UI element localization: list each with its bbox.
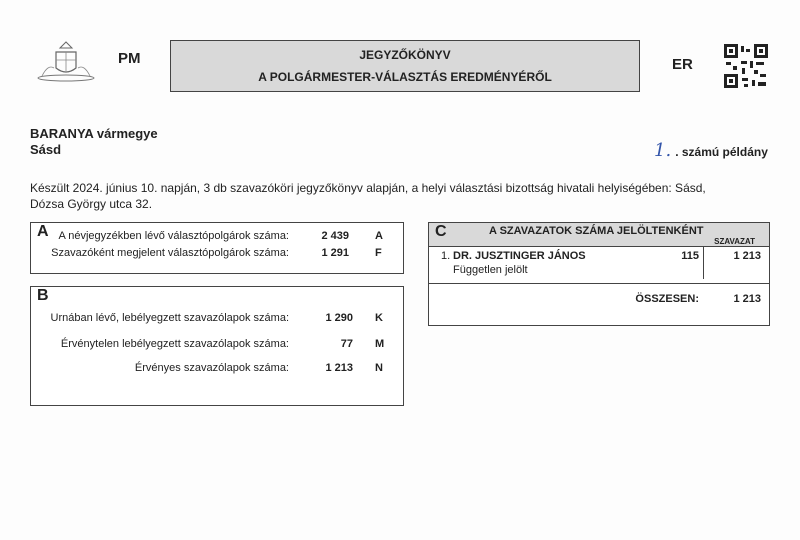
document-title-line2: A POLGÁRMESTER-VÁLASZTÁS EREDMÉNYÉRŐL xyxy=(258,70,552,84)
copy-number xyxy=(654,140,768,161)
document-title-line1: JEGYZŐKÖNYV xyxy=(359,48,451,62)
row-label: A névjegyzékben lévő választópolgárok száma: xyxy=(58,230,289,242)
form-code-pm: PM xyxy=(118,50,141,67)
row-key: K xyxy=(375,312,383,324)
row-ballots-in-urn xyxy=(31,312,405,326)
votes-column-header: SZAVAZAT xyxy=(714,237,755,246)
document-title-box xyxy=(170,40,640,92)
row-registered-voters xyxy=(31,230,405,244)
row-label: Érvényes szavazólapok száma: xyxy=(134,362,289,374)
row-value: 1 213 xyxy=(325,362,353,374)
total-votes: 1 213 xyxy=(733,293,761,305)
row-invalid-ballots xyxy=(31,338,405,352)
row-valid-ballots xyxy=(31,362,405,376)
box-b-letter: B xyxy=(37,287,49,304)
county-name: BARANYA vármegye xyxy=(30,126,158,141)
box-c-letter: C xyxy=(435,223,447,240)
settlement-name: Sásd xyxy=(30,142,62,157)
coat-of-arms-icon xyxy=(34,38,98,84)
total-label: ÖSSZESEN: xyxy=(635,293,699,305)
row-key: N xyxy=(375,362,383,374)
row-label: Urnában lévő, lebélyegzett szavazólapok száma: xyxy=(50,312,289,324)
row-key: A xyxy=(375,230,383,242)
row-divider xyxy=(429,283,769,284)
candidate-code: 115 xyxy=(681,250,699,262)
box-b xyxy=(30,286,404,406)
candidate-row xyxy=(429,250,771,282)
total-row xyxy=(429,293,771,307)
row-voters-present xyxy=(31,247,405,261)
row-value: 1 290 xyxy=(325,312,353,324)
row-value: 1 291 xyxy=(321,247,349,259)
handwritten-copy-number: 1. xyxy=(654,140,672,161)
row-label: Érvénytelen lebélyegzett szavazólapok száma: xyxy=(60,338,289,350)
box-c xyxy=(428,222,770,326)
form-code-er: ER xyxy=(672,56,693,73)
row-key: M xyxy=(375,338,385,350)
candidate-index: 1. xyxy=(441,250,451,262)
qr-code-icon xyxy=(724,44,768,88)
row-key: F xyxy=(375,247,382,259)
copy-number-label: . számú példány xyxy=(675,145,768,159)
box-c-title: A SZAVAZATOK SZÁMA JELÖLTENKÉNT xyxy=(489,225,704,237)
box-c-header xyxy=(429,223,769,247)
row-value: 77 xyxy=(340,338,353,350)
box-a-letter: A xyxy=(37,223,49,240)
location-block xyxy=(30,126,158,158)
candidate-name: DR. JUSZTINGER JÁNOS xyxy=(453,250,586,262)
row-value: 2 439 xyxy=(321,230,349,242)
made-statement: Készült 2024. június 10. napján, 3 db szavazóköri jegyzőkönyv alapján, a helyi választási bizottság hivatali helyiségében: Sásd, Dózsa György utca 32. xyxy=(30,181,706,211)
candidate-affiliation: Független jelölt xyxy=(453,264,528,276)
candidate-votes: 1 213 xyxy=(733,250,761,262)
box-a xyxy=(30,222,404,274)
row-label: Szavazóként megjelent választópolgárok száma: xyxy=(51,247,289,259)
